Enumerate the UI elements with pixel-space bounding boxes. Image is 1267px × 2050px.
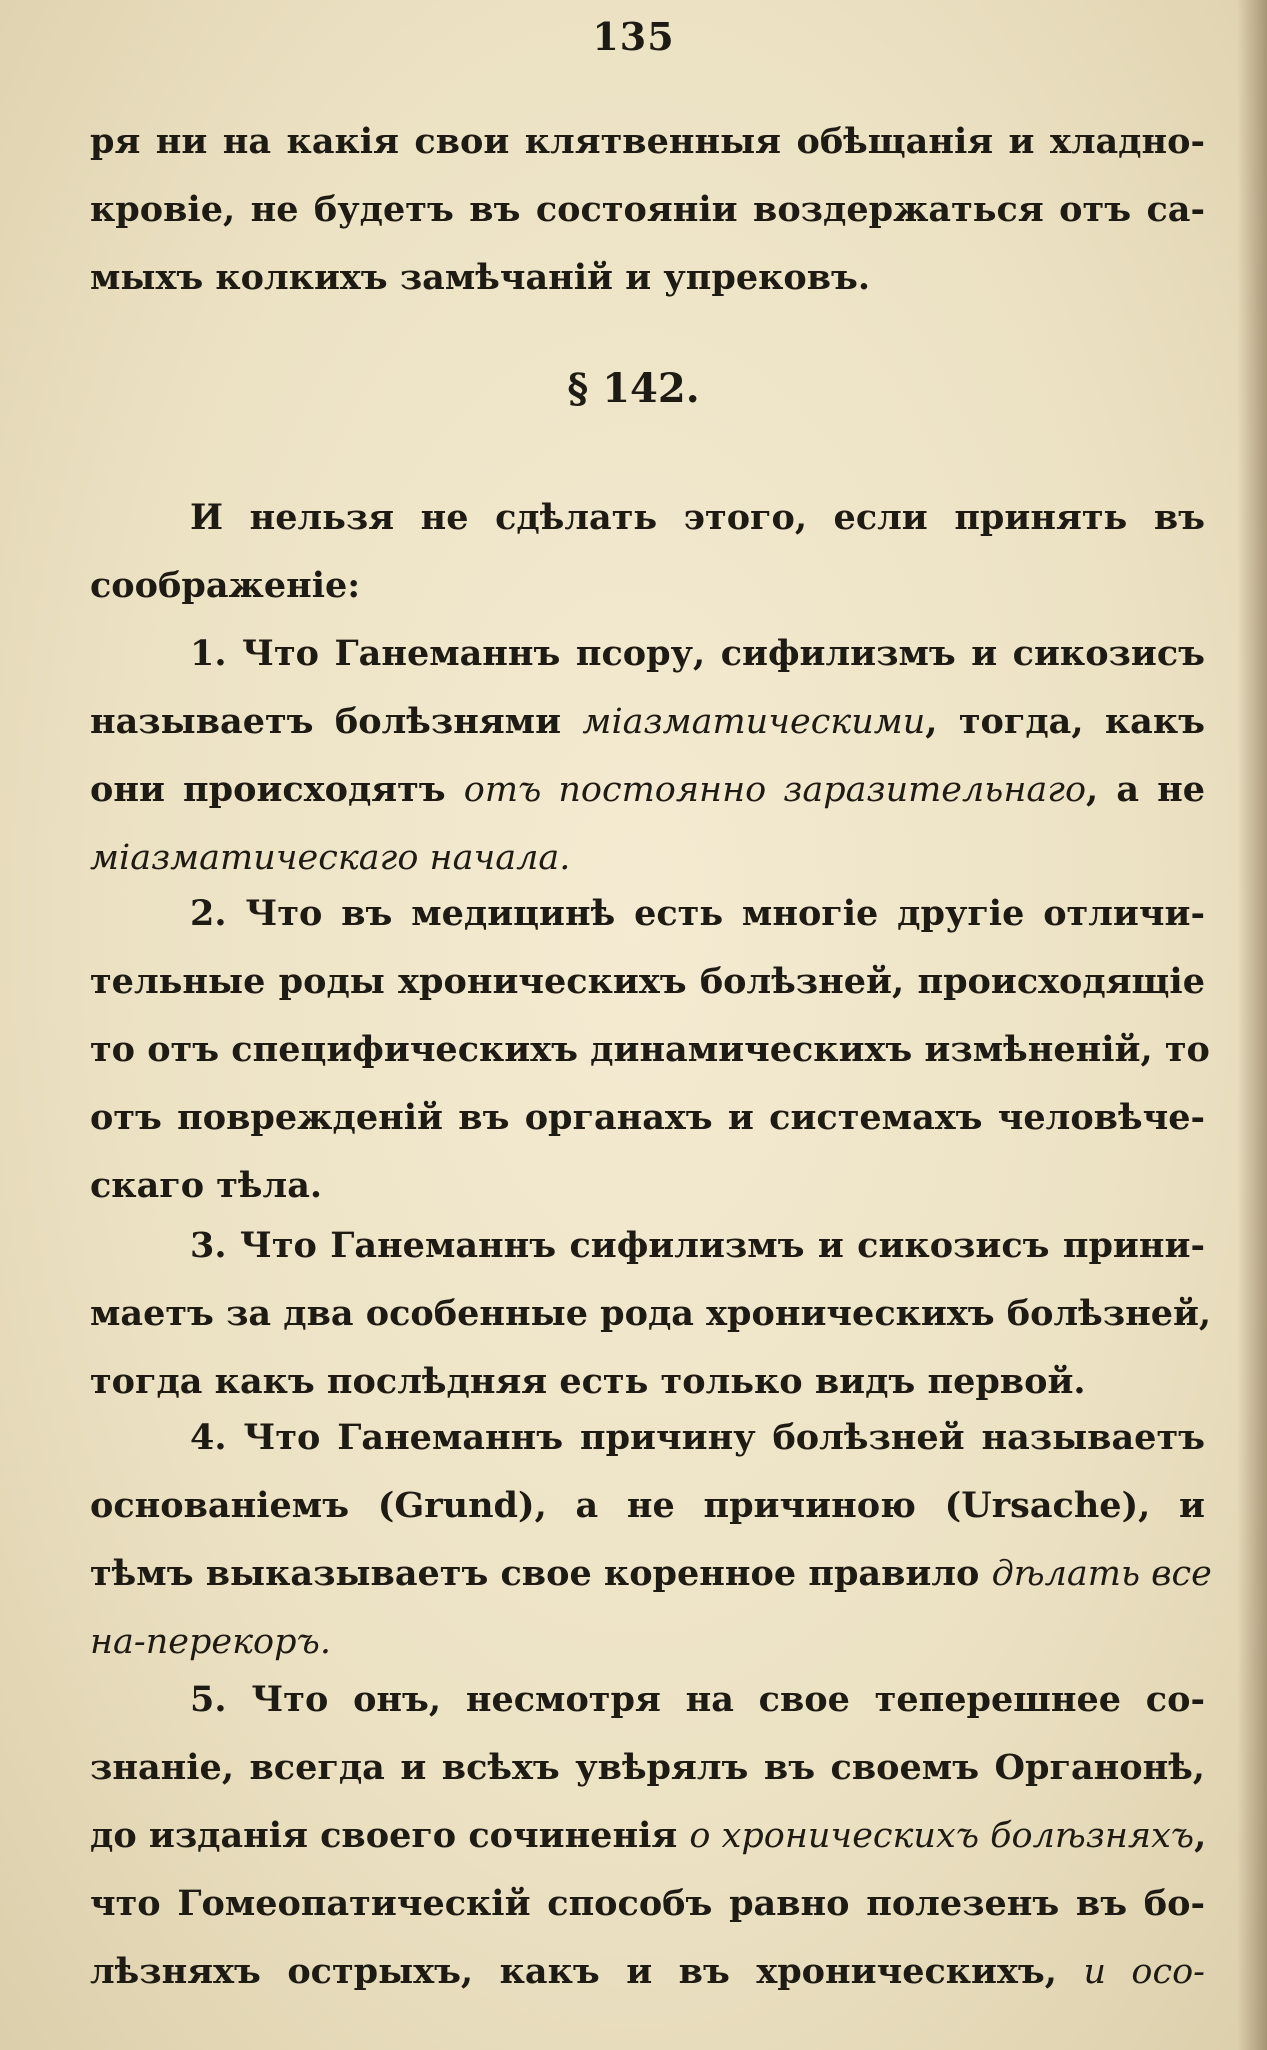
text-line: знаніе, всегда и всѣхъ увѣрялъ въ своемъ Органонѣ,	[90, 1747, 1205, 1788]
text-segment: они происходятъ	[90, 769, 464, 810]
text-line: маетъ за два особенные рода хроническихъ болѣзней,	[90, 1293, 1212, 1334]
italic-segment: міазматическими	[582, 702, 926, 742]
text-line: тельные роды хроническихъ болѣзней, происходящіе	[90, 961, 1205, 1002]
text-line: 1. Что Ганеманнъ псору, сифилизмъ и сикозисъ	[190, 633, 1205, 674]
text-line: скаго тѣла.	[90, 1165, 323, 1206]
text-line: что Гомеопатическій способъ равно полезенъ въ бо-	[90, 1883, 1205, 1924]
text-line: 4. Что Ганеманнъ причину болѣзней называетъ	[190, 1417, 1205, 1458]
text-line: ря ни на какія свои клятвенныя обѣщанія и хладно-	[90, 121, 1205, 162]
item-5	[90, 1666, 1205, 2006]
text-segment: , тогда, какъ	[925, 701, 1205, 742]
text-segment: называетъ болѣзнями	[90, 701, 583, 742]
text-line: основаніемъ (Grund), а не причиною (Ursache), и	[90, 1485, 1205, 1526]
italic-segment: о хроническихъ болѣзняхъ	[689, 1816, 1195, 1856]
italic-segment: дѣлать все	[991, 1554, 1212, 1594]
text-line: то отъ специфическихъ динамическихъ измѣненій, то	[90, 1029, 1210, 1070]
text-line: отъ поврежденій въ органахъ и системахъ человѣче-	[90, 1097, 1205, 1138]
italic-segment: отъ постоянно заразительнаго	[463, 770, 1087, 810]
item-4	[90, 1404, 1212, 1676]
text-line	[90, 1540, 1212, 1608]
page-edge-shadow	[1237, 0, 1267, 2050]
text-line: кровіе, не будетъ въ состояніи воздержаться отъ са-	[90, 189, 1205, 230]
item-3	[90, 1212, 1212, 1416]
text-line: 2. Что въ медицинѣ есть многіе другіе отличи-	[190, 893, 1205, 934]
text-line: 3. Что Ганеманнъ сифилизмъ и сикозисъ прини-	[190, 1225, 1205, 1266]
page-number: 135	[592, 14, 675, 59]
text-line: И нельзя не сдѣлать этого, если принять въ	[190, 497, 1205, 538]
text-segment: ,	[1194, 1815, 1207, 1856]
text-segment: тѣмъ выказываетъ свое коренное правило	[90, 1553, 992, 1594]
text-line: соображеніе:	[90, 565, 361, 606]
lead-paragraph	[90, 484, 1205, 620]
text-line: 5. Что онъ, несмотря на свое теперешнее со-	[190, 1679, 1205, 1720]
text-segment: лѣзняхъ острыхъ, какъ и въ хроническихъ,	[90, 1951, 1084, 1992]
text-line: мыхъ колкихъ замѣчаній и упрековъ.	[90, 257, 871, 298]
text-line	[90, 1938, 1205, 2006]
italic-segment: и осо-	[1083, 1952, 1205, 1992]
text-segment: до изданія своего сочиненія	[90, 1815, 690, 1856]
text-segment: , а не	[1086, 769, 1205, 810]
text-line	[90, 688, 1205, 756]
text-line: тогда какъ послѣдняя есть только видъ первой.	[90, 1361, 1086, 1402]
italic-segment: на-перекоръ.	[90, 1622, 331, 1662]
italic-segment: міазматическаго начала.	[90, 838, 571, 878]
intro-paragraph	[90, 108, 1205, 312]
text-line	[90, 756, 1205, 824]
text-line	[90, 1802, 1205, 1870]
item-1	[90, 620, 1205, 892]
item-2	[90, 880, 1210, 1220]
section-heading: § 142.	[567, 365, 700, 412]
